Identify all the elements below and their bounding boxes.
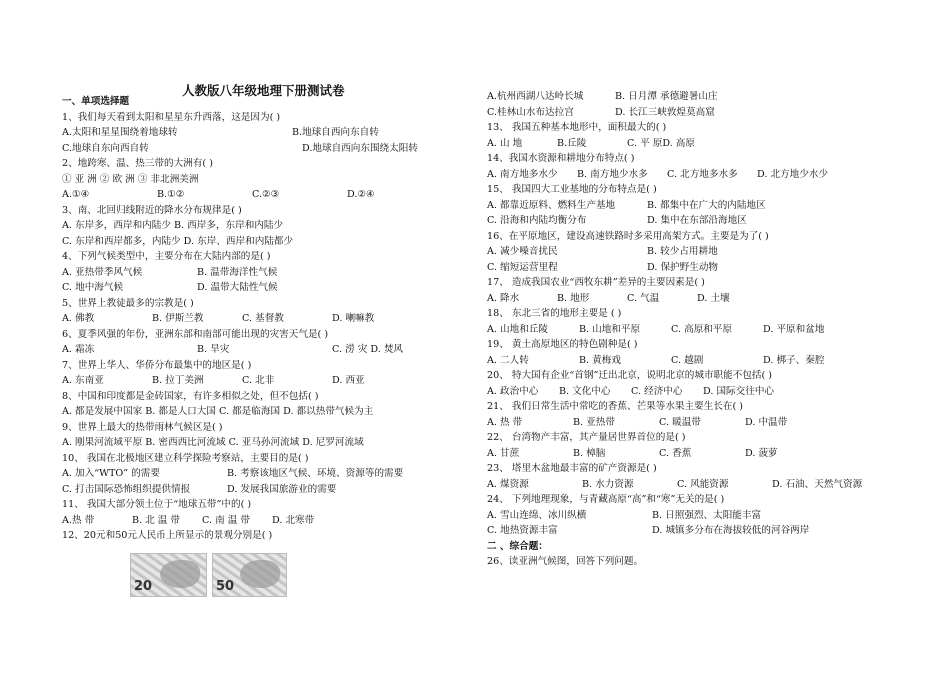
right-line-29: 二 、综合题： [487,540,548,552]
option-d: D. 西亚 [332,375,365,386]
option-c: C. 香蕉 [659,447,692,459]
right-line-25 [487,479,907,491]
option-b: D. 发展我国旅游业的需要 [227,483,337,495]
option-b: D.地球自西向东围绕太阳转 [302,142,418,154]
option-b: B. 日照强烈、太阳能丰富 [652,509,762,521]
option-a: A. 甘蔗 [487,447,520,459]
right-line-5 [487,169,907,181]
right-line-30: 26、读亚洲气候图，回答下列问题。 [487,556,644,567]
left-line-19: 8、中国和印度都是金砖国家，有许多相似之处，但不包括( ) [62,390,319,402]
left-line-10: 4、下列气候类型中，主要分布在大陆内部的是( ) [62,251,271,262]
right-line-12: 17、 造成我国农业“西牧东耕”差异的主要因素是( ) [487,277,705,288]
option-a: A. 减少噪音扰民 [487,246,558,257]
banknote-50-value: 50 [216,579,235,594]
option-b: B. 都集中在广大的内陆地区 [647,199,766,211]
option-d: D. 中温带 [745,416,788,428]
right-line-7 [487,200,907,212]
left-line-5: ① 亚 洲 ② 欧 洲 ③ 非北洲美洲 [62,173,199,185]
right-line-14: 18、 东北三省的地形主要是 ( ) [487,308,622,319]
option-a: C. 地中海气候 [62,282,124,293]
right-line-17 [487,355,907,367]
option-c: C. 经济中心 [631,385,683,397]
option-b: B.地球自西向东自转 [292,127,379,138]
left-line-26: 11、 我国大部分领土位于“地球五带”中的( ) [62,499,252,510]
option-c: C.②③ [252,189,280,200]
left-line-14 [62,313,482,325]
left-line-7: 3、南、北回归线附近的降水分布规律是( ) [62,204,242,216]
option-d: D. 喇嘛教 [332,313,375,324]
option-a: C.地球自东向西自转 [62,142,149,154]
option-a: A.①④ [62,189,90,200]
left-line-2 [62,127,482,139]
right-line-26: 24、 下列地理现象，与青藏高原“高”和“寒”无关的是( ) [487,494,725,505]
left-line-24 [62,468,482,480]
option-b: B. 亚热带 [573,416,615,428]
option-a: A. 佛教 [62,313,95,324]
option-d: D. 北方地少水少 [757,168,829,180]
option-c: C. 越剧 [671,354,704,366]
option-b: B. 日月潭 承德避暑山庄 [615,91,718,102]
option-b: B. 拉丁美洲 [152,375,204,386]
option-b: B. 温带海洋性气候 [197,266,278,278]
left-line-15: 6、夏季风强的年份，亚洲东部和南部可能出现的灾害天气是( ) [62,328,329,340]
right-line-9: 16、在平原地区，建设高速铁路时多采用高架方式。主要是为了( ) [487,230,769,242]
option-b: B.①② [157,189,185,200]
right-line-24: 23、 塔里木盆地最丰富的矿产资源是( ) [487,463,657,474]
banknote-50-image [212,553,287,597]
option-c: C. 暖温带 [659,416,701,428]
option-a: A.杭州西湖八达岭长城 [487,91,584,102]
option-d: D. 国际交往中心 [703,385,775,397]
banknote-20-image [130,553,207,597]
option-a: A. 霜冻 [62,344,95,355]
option-c: C. 涝 灾 D. 焚风 [332,344,404,355]
option-a: A. 政治中心 [487,385,539,397]
left-line-13: 5、世界上教徒最多的宗教是( ) [62,297,194,309]
option-b: D. 温带大陆性气候 [197,282,278,293]
option-a: A. 都靠近原料、燃料生产基地 [487,199,616,211]
left-line-21: 9、世界上最大的热带雨林气候区是( ) [62,421,223,433]
right-line-21 [487,417,907,429]
option-a: A. 加入“WTO” 的需要 [62,468,160,479]
right-line-28 [487,525,907,537]
left-line-17: 7、世界上华人、华侨分布最集中的地区是( ) [62,359,252,371]
option-b: B. 山地和平原 [579,323,641,335]
left-line-11 [62,267,482,279]
right-line-20: 21、 我们日常生活中常吃的香蕉、芒果等水果主要生长在( ) [487,401,744,412]
option-a: C. 沿海和内陆均衡分布 [487,215,587,226]
left-line-23: 10、 我国在北极地区建立科学探险考察站，主要目的是( ) [62,452,309,464]
option-d: D. 土壤 [697,292,730,304]
option-a: A. 二人转 [487,354,529,366]
right-line-2: 13、 我国五种基本地形中，面积最大的( ) [487,122,667,133]
option-c: C. 基督教 [242,313,284,324]
option-b: B. 旱灾 [197,344,230,355]
banknote-20-value: 20 [134,579,153,594]
option-a: C. 打击国际恐怖组织提供情报 [62,483,191,495]
left-line-16 [62,344,482,356]
left-line-27 [62,515,482,527]
option-b: D. 保护野生动物 [647,261,719,273]
left-line-12 [62,282,482,294]
right-line-6: 15、 我国四大工业基地的分布特点是( ) [487,184,657,195]
option-c: C. 北非 [242,375,275,386]
option-d: D. 北寒带 [272,514,315,526]
option-c: C. 平 原D. 高原 [627,137,695,149]
right-line-8 [487,215,907,227]
left-line-8: A. 东岸多，西岸和内陆少 B. 西岸多，东岸和内陆少 [62,220,284,231]
right-line-23 [487,448,907,460]
option-b: B. 较少占用耕地 [647,246,718,257]
option-a: C.桂林山水布达拉宫 [487,106,574,118]
right-line-3 [487,138,907,150]
left-line-6 [62,189,482,201]
left-line-25 [62,484,482,496]
option-b: B. 考察该地区气候、环境、资源等的需要 [227,468,404,479]
right-line-13 [487,293,907,305]
option-b: B. 南方地少水多 [577,168,648,180]
left-line-22: A. 刚果河流域平原 B. 密西西比河流域 C. 亚马孙河流域 D. 尼罗河流域 [62,437,364,448]
option-b: B. 樟脑 [573,447,606,459]
option-a: A. 南方地多水少 [487,168,558,180]
option-a: A. 亚热带季风气候 [62,266,143,278]
left-line-28: 12、20元和50元人民币上所显示的景观分别是( ) [62,530,273,541]
right-line-1 [487,107,907,119]
option-b: B. 北 温 带 [132,514,181,526]
option-d: D. 梆子、秦腔 [763,354,825,366]
left-line-3 [62,143,482,155]
right-line-11 [487,262,907,274]
left-line-20: A. 都是发展中国家 B. 都是人口大国 C. 都是临海国 D. 都以热带气候为主 [62,406,374,417]
right-line-4: 14、我国水资源和耕地分布特点( ) [487,153,635,164]
option-b: D. 长江三峡敦煌莫高窟 [615,106,715,118]
option-b: B. 水力资源 [582,478,634,490]
option-c: C. 风能资源 [677,478,729,490]
option-d: D.②④ [347,189,375,200]
option-a: A. 降水 [487,292,520,304]
left-line-1: 1、我们每天看到太阳和星星东升西落，这是因为( ) [62,111,281,123]
left-line-18 [62,375,482,387]
right-line-10 [487,246,907,258]
option-a: A.太阳和星星围绕着地球转 [62,127,178,138]
option-d: D. 石油、天然气资源 [772,478,863,490]
left-line-9: C. 东岸和西岸都多，内陆少 D. 东岸、西岸和内陆都少 [62,235,294,247]
option-c: C. 北方地多水多 [667,168,738,180]
option-b: B. 伊斯兰教 [152,313,204,324]
option-a: A. 山 地 [487,137,523,149]
option-c: C. 南 温 带 [202,514,250,526]
option-a: A. 热 带 [487,416,523,428]
right-line-0 [487,91,907,103]
right-line-15 [487,324,907,336]
option-b: B. 地形 [557,292,590,304]
option-b: B. 黄梅戏 [579,354,621,366]
left-line-0: 一、单项选择题 [62,96,130,107]
page-title: 人教版八年级地理下册测试卷 [182,83,345,98]
option-b: B.丘陵 [557,137,587,149]
right-line-19 [487,386,907,398]
right-line-27 [487,510,907,522]
right-line-16: 19、 黄土高原地区的特色剧种是( ) [487,339,638,350]
option-b: D. 集中在东部沿海地区 [647,215,747,226]
option-a: C. 地热资源丰富 [487,525,558,536]
left-line-4: 2、地跨寒、温、热三带的大洲有( ) [62,158,213,169]
option-b: D. 城镇多分布在海拔较低的河谷两岸 [652,525,810,536]
option-a: A. 雪山连绵、冰川纵横 [487,509,587,521]
option-a: A. 东南亚 [62,375,104,386]
option-a: A.热 带 [62,514,95,526]
option-a: C. 缩短运营里程 [487,261,558,273]
option-b: B. 文化中心 [559,385,611,397]
right-line-18: 20、 特大国有企业“首钢”迁出北京，说明北京的城市职能不包括( ) [487,370,773,381]
right-line-22: 22、 台湾物产丰富，其产量居世界首位的是( ) [487,432,686,443]
option-d: D. 平原和盆地 [763,323,825,335]
option-a: A. 煤资源 [487,478,529,490]
option-c: C. 高原和平原 [671,323,733,335]
option-c: C. 气温 [627,292,660,304]
option-a: A. 山地和丘陵 [487,323,548,335]
option-d: D. 菠萝 [745,447,778,459]
